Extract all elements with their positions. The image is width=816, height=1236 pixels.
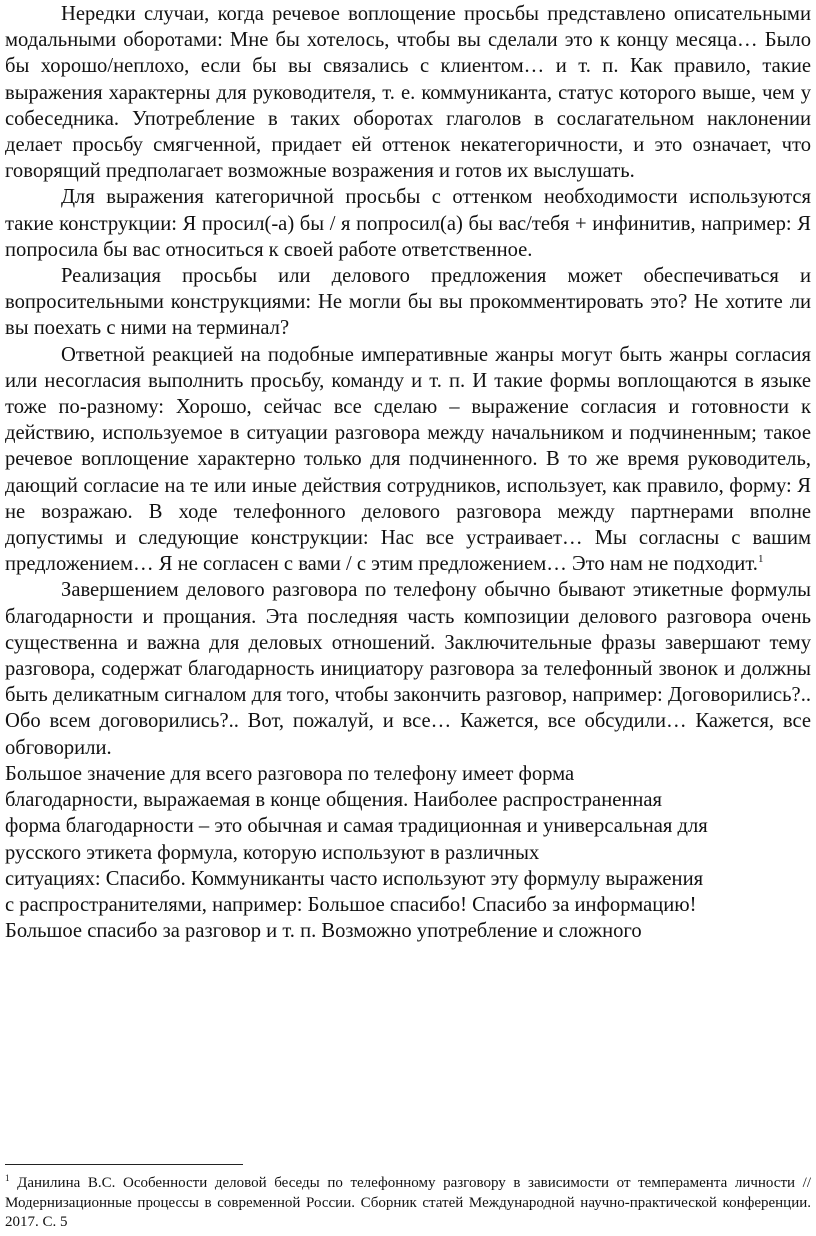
text-line: благодарности, выражаемая в конце общения. Наиболее распространенная (5, 789, 663, 812)
text-line: с распространителями, например: Большое спасибо! Спасибо за информацию! (5, 893, 697, 916)
text-line: Большое спасибо за разговор и т. п. Возможно употребление и сложного (5, 920, 642, 943)
unjustified-text-block (5, 761, 811, 944)
footnote (5, 1174, 811, 1233)
paragraph-text: Завершением делового разговора по телефону обычно бывают этикетные формулы благодарности и прощания. Эта последняя часть композиции делового разговора очень существенна и важна для деловых отношений. Заключительные фразы завершают тему разговора, содержат благодарность инициатору разговора за телефонный звонок и должны быть деликатным сигналом для того, чтобы закончить разговор, например: Договорились?.. Обо всем договорились?.. Вот, пожалуй, и все… Кажется, все обсудили… Кажется, все обговорили. (5, 579, 811, 759)
footnote-separator (5, 1164, 243, 1165)
text-line: форма благодарности – это обычная и самая традиционная и универсальная для (5, 815, 708, 838)
paragraph-text: Реализация просьбы или делового предложения может обеспечиваться и вопросительными конструкциями: Не могли бы вы прокомментировать это? Не хотите ли вы поехать с ними на терминал? (5, 265, 811, 340)
paragraph-response-reaction (5, 342, 811, 578)
footnote-mark: 1 (5, 1173, 10, 1183)
paragraph-categorical-request (5, 184, 811, 263)
text-line: ситуациях: Спасибо. Коммуниканты часто используют эту формулу выражения (5, 867, 704, 890)
document-page (5, 0, 811, 944)
paragraph-text: Нередки случаи, когда речевое воплощение просьбы представлено описательными модальными оборотами: Мне бы хотелось, чтобы вы сделали это к концу месяца… Было бы хорошо/неплохо, если бы вы связались с клиентом… и т. п. Как правило, такие выражения характерны для руководителя, т. е. коммуниканта, статус которого выше, чем у собеседника. Употребление в таких оборотах глаголов в сослагательном наклонении делает просьбу смягченной, придает ей оттенок некатегоричности, и это означает, что говорящий предполагает возможные возражения и готов их выслушать. (5, 3, 811, 183)
text-line: Большое значение для всего разговора по телефону имеет форма (5, 762, 575, 785)
paragraph-conversation-ending (5, 577, 811, 760)
text-line: русского этикета формула, которую используют в различных (5, 841, 540, 864)
paragraph-text: Для выражения категоричной просьбы с оттенком необходимости используются такие конструкции: Я просил(-а) бы / я попросил(а) бы вас/тебя + инфинитив, например: Я попросила бы вас относиться к своей работе ответственное. (5, 186, 811, 261)
paragraph-request-descriptive (5, 0, 811, 184)
footnote-text: Данилина В.С. Особенности деловой беседы по телефонному разговору в зависимости от темперамента личности // Модернизационные процессы в современной России. Сборник статей Международной научно-практической конференции. 2017. С. 5 (5, 1175, 811, 1231)
footnote-reference[interactable]: 1 (757, 553, 764, 566)
paragraph-interrogative (5, 263, 811, 342)
paragraph-text: Ответной реакцией на подобные императивные жанры могут быть жанры согласия или несогласия выполнить просьбу, команду и т. п. И такие формы воплощаются в языке тоже по-разному: Хорошо, сейчас все сделаю – выражение согласия и готовности к действию, используемое в ситуации разговора между начальником и подчиненным; такое речевое воплощение характерно только для подчиненного. В то же время руководитель, дающий согласие на те или иные действия сотрудников, использует, как правило, форму: Я не возражаю. В ходе телефонного делового разговора между партнерами вполне допустимы и следующие конструкции: Нас все устраивает… Мы согласны с вашим предложением… Я не согласен с вами / с этим предложением… Это нам не подходит. (5, 343, 811, 576)
